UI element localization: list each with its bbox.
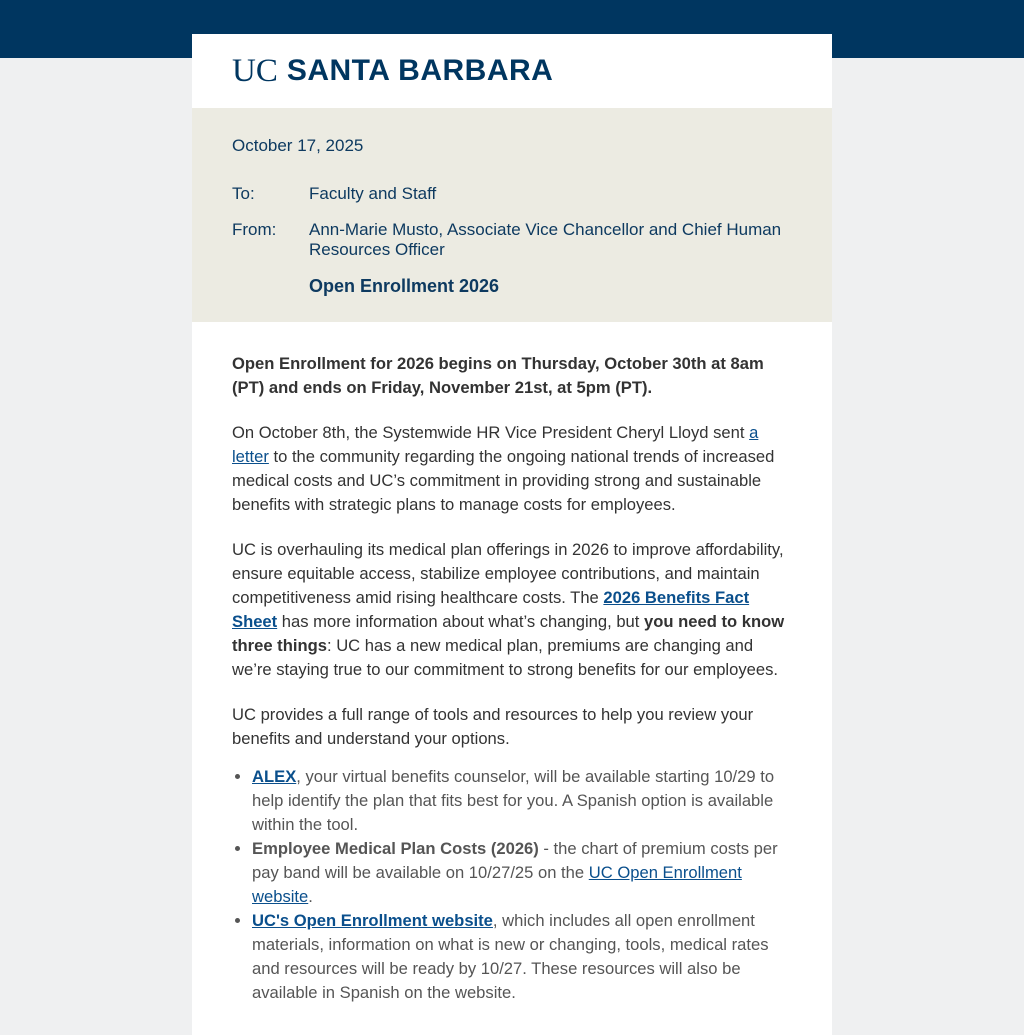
oe-website-link[interactable]: UC Open Enrollment website <box>252 863 742 906</box>
text: to the community regarding the ongoing national trends of increased medical costs and UC’s commitment in providing strong and sustainable benefits with strategic plans to manage costs for employees. <box>232 447 775 514</box>
list-item <box>252 765 792 837</box>
logo-name: SANTA BARBARA <box>286 54 554 87</box>
memo-header <box>192 108 832 322</box>
letter-link[interactable]: a letter <box>232 423 759 466</box>
resource-list <box>232 765 792 1005</box>
from-label: From: <box>232 220 277 239</box>
to-value: Faculty and Staff <box>309 184 437 203</box>
paragraph-overhaul <box>232 538 792 682</box>
logo-uc: UC <box>232 52 278 89</box>
text: . <box>308 887 313 906</box>
to-label: To: <box>232 184 255 203</box>
list-item <box>252 837 792 909</box>
enrollment-dates: Open Enrollment for 2026 begins on Thursday, October 30th at 8am (PT) and ends on Friday, November 21st, at 5pm (PT). <box>232 354 764 397</box>
alex-link[interactable]: ALEX <box>252 767 297 786</box>
from-value: Ann-Marie Musto, Associate Vice Chancellor and Chief Human Resources Officer <box>309 220 782 259</box>
text: On October 8th, the Systemwide HR Vice President Cheryl Lloyd sent <box>232 423 750 442</box>
text: - the chart of premium costs per pay band will be available on 10/27/25 on the <box>252 839 778 882</box>
text: UC is overhauling its medical plan offerings in 2026 to improve affordability, ensure equitable access, stabilize employee contributions, and maintain competitiveness amid rising healthcare costs. The <box>232 540 784 607</box>
bold-text: you need to know three things <box>232 612 785 655</box>
text: , which includes all open enrollment materials, information on what is new or changing, tools, medical rates and resources will be ready by 10/27. These resources will also be available in Spanish on the website. <box>252 911 769 1002</box>
bold-text: Employee Medical Plan Costs (2026) <box>252 839 539 858</box>
memo-date: October 17, 2025 <box>232 136 364 155</box>
fact-sheet-link[interactable]: 2026 Benefits Fact Sheet <box>232 588 750 631</box>
list-item <box>252 909 792 1005</box>
email-card <box>192 34 832 1035</box>
text: : UC has a new medical plan, premiums are changing and we’re staying true to our commitment to strong benefits for our employees. <box>232 636 778 679</box>
paragraph-tools: UC provides a full range of tools and resources to help you review your benefits and understand your options. <box>232 705 754 748</box>
text: has more information about what’s changing, but <box>277 612 645 631</box>
ucsb-logo <box>192 34 832 108</box>
email-body <box>192 322 832 1035</box>
paragraph-letter <box>232 421 792 517</box>
memo-subject: Open Enrollment 2026 <box>309 276 500 296</box>
text: , your virtual benefits counselor, will be available starting 10/29 to help identify the plan that fits best for you. A Spanish option is available within the tool. <box>252 767 775 834</box>
uc-oe-website-link[interactable]: UC's Open Enrollment website <box>252 911 493 930</box>
